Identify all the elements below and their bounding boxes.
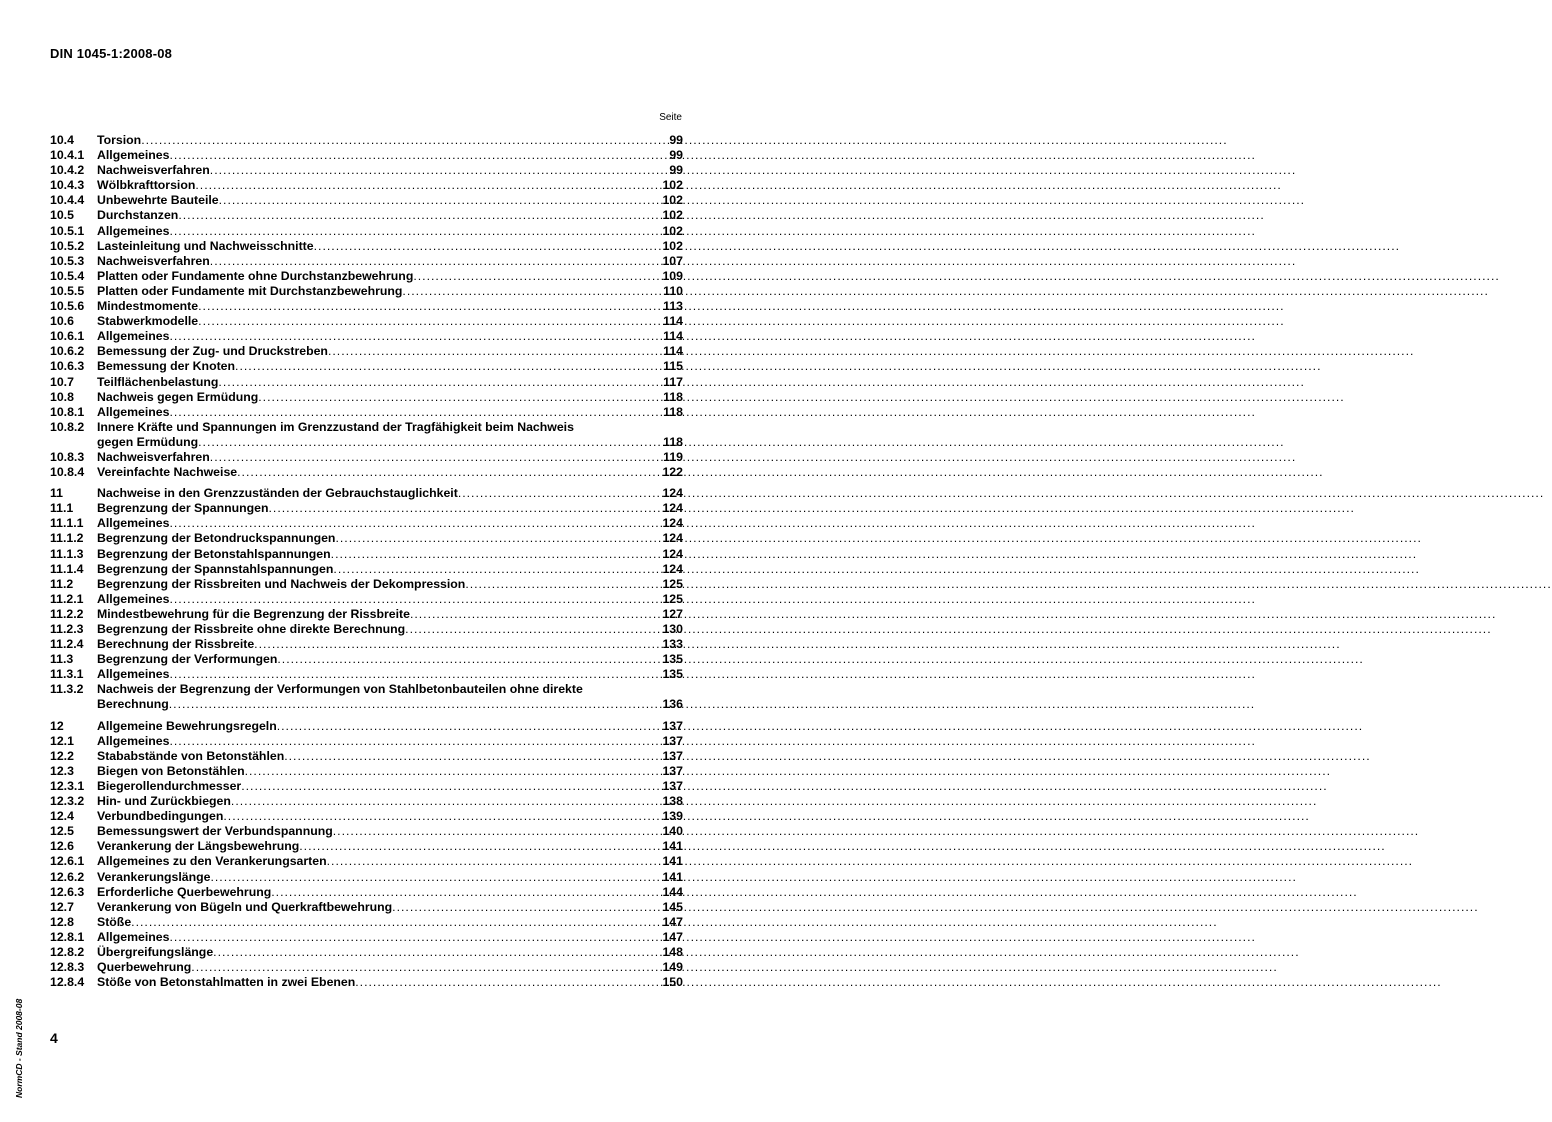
- toc-leader-dots: [458, 486, 661, 501]
- toc-entry[interactable]: [50, 547, 683, 562]
- toc-leader-dots: [210, 163, 668, 178]
- toc-entry-number: 10.6: [50, 314, 74, 329]
- toc-entry-page: 102: [662, 238, 683, 253]
- toc-entry-page: 149: [662, 960, 683, 975]
- table-of-contents: [50, 133, 683, 990]
- toc-entry-page: 99: [669, 163, 683, 178]
- toc-entry-number: 11.1.3: [50, 546, 84, 561]
- toc-entry[interactable]: [50, 420, 683, 450]
- toc-entry-number: 11.2.1: [50, 591, 84, 606]
- toc-entry-title: Hin- und Zurückbiegen: [97, 794, 231, 809]
- toc-leader-dots: [314, 239, 661, 254]
- toc-entry[interactable]: [50, 854, 683, 869]
- toc-entry-title: Allgemeines: [97, 667, 170, 682]
- toc-entry-page: 137: [662, 748, 683, 763]
- toc-entry-number: 12: [50, 718, 64, 733]
- toc-entry-number: 11.2.3: [50, 622, 84, 636]
- toc-entry-page: 118: [663, 389, 683, 404]
- toc-entry-page: 135: [662, 652, 683, 667]
- toc-leader-dots: [169, 734, 660, 749]
- toc-entry-page: 124: [662, 546, 683, 561]
- toc-entry[interactable]: [50, 975, 683, 990]
- toc-entry-page: 102: [662, 193, 683, 208]
- toc-entry-page: 137: [662, 778, 683, 793]
- side-stamp: NormCD - Stand 2008-08: [14, 998, 24, 1098]
- toc-entry[interactable]: [50, 809, 683, 824]
- toc-leader-dots: [392, 900, 660, 915]
- toc-entry[interactable]: [50, 719, 683, 734]
- toc-entry-title: Lasteinleitung und Nachweisschnitte: [97, 238, 314, 253]
- toc-leader-dots: [327, 854, 661, 869]
- toc-entry-number: 11.1.4: [50, 561, 84, 576]
- toc-entry-title: Bemessung der Knoten: [97, 359, 236, 374]
- toc-entry-title: Verankerungslänge: [97, 869, 211, 884]
- toc-leader-dots: [223, 809, 660, 824]
- toc-leader-dots: [169, 148, 667, 163]
- toc-leader-dots: [333, 824, 661, 839]
- toc-entry[interactable]: [50, 314, 683, 329]
- toc-entry[interactable]: [50, 344, 683, 359]
- toc-entry-title: Begrenzung der Spannungen: [97, 501, 269, 516]
- toc-entry-title: Durchstanzen: [97, 208, 179, 223]
- toc-entry-page: 109: [662, 268, 683, 283]
- toc-entry-number: 10.7: [50, 374, 74, 389]
- toc-entry-page: 114: [663, 314, 683, 329]
- toc-leader-dots: [169, 667, 660, 682]
- toc-entry-page: 141: [662, 839, 683, 854]
- toc-entry[interactable]: [50, 592, 683, 607]
- toc-entry-page: 124: [662, 561, 683, 576]
- toc-entry-page: 127: [662, 606, 683, 621]
- toc-entry-title: Platten oder Fundamente ohne Durchstanzbewehrung: [97, 268, 414, 283]
- toc-entry[interactable]: [50, 516, 683, 531]
- toc-leader-dots: [271, 885, 660, 900]
- toc-entry-number: 11.3.1: [50, 667, 84, 682]
- toc-leader-dots: [218, 375, 661, 390]
- toc-entry-page: 118: [663, 434, 683, 449]
- toc-entry[interactable]: [50, 329, 683, 344]
- toc-leader-dots: [333, 562, 660, 577]
- toc-entry[interactable]: [50, 133, 683, 148]
- toc-entry[interactable]: [50, 450, 683, 465]
- toc-entry-number: 10.4: [50, 133, 74, 147]
- toc-entry-number: 10.5.1: [50, 223, 85, 238]
- toc-leader-dots: [413, 269, 660, 284]
- toc-entry[interactable]: [50, 749, 683, 764]
- toc-entry-title: Allgemeines: [97, 223, 170, 238]
- toc-entry-page: 99: [669, 133, 683, 147]
- toc-entry-number: 12.3.1: [50, 778, 85, 793]
- toc-entry[interactable]: [50, 622, 683, 637]
- toc-entry-page: 138: [662, 794, 683, 809]
- toc-entry-number: 10.5.6: [50, 299, 85, 314]
- toc-entry-title: Stöße: [97, 914, 132, 929]
- toc-leader-dots: [237, 465, 660, 480]
- toc-entry-page: 150: [662, 975, 683, 990]
- toc-entry-title: Unbewehrte Bauteile: [97, 193, 219, 208]
- toc-entry-number: 10.4.1: [50, 148, 85, 163]
- toc-entry[interactable]: [50, 269, 683, 284]
- toc-entry-title: Mindestbewehrung für die Begrenzung der Rissbreite: [97, 606, 410, 621]
- toc-entry-page: 141: [662, 854, 683, 869]
- toc-leader-dots: [169, 516, 660, 531]
- toc-leader-dots: [169, 592, 660, 607]
- toc-leader-dots: [268, 501, 660, 516]
- toc-leader-dots: [335, 531, 660, 546]
- toc-entry-title: Stabwerkmodelle: [97, 314, 199, 329]
- toc-entry[interactable]: [50, 824, 683, 839]
- toc-leader-dots: [169, 930, 660, 945]
- toc-leader-dots: [277, 719, 661, 734]
- toc-entry-title: Bemessung der Zug- und Druckstreben: [97, 344, 328, 359]
- toc-entry-number: 10.8.4: [50, 465, 85, 480]
- toc-entry-number: 10.5.2: [50, 238, 85, 253]
- toc-entry-page: 147: [662, 914, 683, 929]
- toc-entry-title: Nachweis der Begrenzung der Verformungen von Stahlbetonbauteilen ohne direkte: [97, 682, 583, 697]
- toc-entry-page: 119: [663, 449, 683, 464]
- toc-entry[interactable]: [50, 390, 683, 405]
- toc-entry-page: 118: [663, 404, 683, 419]
- toc-entry-number: 11.2.4: [50, 637, 84, 652]
- toc-entry[interactable]: [50, 193, 683, 208]
- toc-entry-page: 139: [662, 809, 683, 824]
- toc-entry-title: Stababstände von Betonstählen: [97, 748, 285, 763]
- toc-entry-number: 11.1: [50, 501, 74, 516]
- toc-entry-number: 12.8.1: [50, 929, 85, 944]
- toc-entry-page: 148: [662, 944, 683, 959]
- toc-entry[interactable]: [50, 667, 683, 682]
- toc-entry-title: Nachweise in den Grenzzuständen der Gebrauchstauglichkeit: [97, 486, 458, 501]
- toc-entry-title: Mindestmomente: [97, 299, 199, 314]
- toc-entry-page: 141: [662, 869, 683, 884]
- toc-entry[interactable]: [50, 682, 683, 712]
- toc-entry-page: 125: [662, 591, 683, 606]
- toc-entry-number: 12.7: [50, 899, 74, 914]
- toc-entry-number: 12.8.2: [50, 944, 85, 959]
- toc-entry[interactable]: [50, 359, 683, 374]
- toc-entry-page: 107: [662, 253, 683, 268]
- toc-entry-page: 145: [662, 899, 683, 914]
- toc-leader-dots: [331, 547, 661, 562]
- toc-entry[interactable]: [50, 239, 683, 254]
- toc-entry-title: Innere Kräfte und Spannungen im Grenzzustand der Tragfähigkeit beim Nachweis: [97, 419, 574, 434]
- toc-entry-title: Begrenzung der Betonstahlspannungen: [97, 546, 331, 561]
- document-id: DIN 1045-1:2008-08: [50, 46, 173, 61]
- toc-entry-title: Begrenzung der Rissbreite ohne direkte Berechnung: [97, 622, 406, 636]
- toc-entry-page: 102: [662, 178, 683, 193]
- toc-entry[interactable]: [50, 178, 683, 193]
- toc-leader-dots: [191, 960, 660, 975]
- toc-entry-number: 10.5: [50, 208, 74, 223]
- toc-entry-title: Verankerung von Bügeln und Querkraftbewehrung: [97, 899, 393, 914]
- toc-leader-dots: [405, 622, 660, 637]
- toc-entry[interactable]: [50, 486, 683, 501]
- toc-entry-number: 12.2: [50, 748, 74, 763]
- toc-leader-dots: [210, 254, 661, 269]
- toc-entry-number: 11.2.2: [50, 606, 84, 621]
- toc-leader-dots: [328, 344, 661, 359]
- toc-entry-number: 10.8.1: [50, 404, 85, 419]
- toc-entry-page: 140: [662, 824, 683, 839]
- toc-entry-page: 117: [663, 374, 683, 389]
- toc-leader-dots: [219, 193, 661, 208]
- toc-entry-number: 12.6.2: [50, 869, 85, 884]
- toc-entry-title: Platten oder Fundamente mit Durchstanzbewehrung: [97, 283, 403, 298]
- toc-entry[interactable]: [50, 208, 683, 223]
- toc-entry[interactable]: [50, 375, 683, 390]
- toc-entry[interactable]: [50, 734, 683, 749]
- toc-entry[interactable]: [50, 637, 683, 652]
- toc-leader-dots: [245, 764, 661, 779]
- toc-entry-number: 12.6: [50, 839, 74, 854]
- toc-entry-page: 137: [662, 733, 683, 748]
- toc-leader-dots: [141, 133, 667, 148]
- toc-entry-title: Verbundbedingungen: [97, 809, 224, 824]
- toc-entry-title: Berechnung der Rissbreite: [97, 637, 255, 652]
- toc-entry-page: 137: [662, 763, 683, 778]
- toc-entry-title: Begrenzung der Rissbreiten und Nachweis der Dekompression: [97, 576, 466, 591]
- toc-entry[interactable]: [50, 562, 683, 577]
- toc-entry-title: Verankerung der Längsbewehrung: [97, 839, 300, 854]
- toc-leader-dots: [195, 178, 660, 193]
- toc-entry-title: Biegerollendurchmesser: [97, 778, 242, 793]
- toc-entry-number: 12.8.4: [50, 975, 85, 990]
- toc-entry-number: 12.4: [50, 809, 74, 824]
- toc-entry[interactable]: [50, 764, 683, 779]
- toc-leader-dots: [210, 450, 661, 465]
- toc-entry-page: 110: [663, 283, 683, 298]
- toc-entry[interactable]: [50, 148, 683, 163]
- toc-leader-dots: [241, 779, 660, 794]
- toc-entry[interactable]: [50, 915, 683, 930]
- toc-entry-number: 10.4.2: [50, 163, 85, 178]
- toc-entry-number: 12.6.3: [50, 884, 85, 899]
- toc-leader-dots: [235, 359, 661, 374]
- toc-entry-number: 11.3.2: [50, 682, 84, 697]
- toc-entry[interactable]: [50, 930, 683, 945]
- toc-entry-number: 12.3: [50, 763, 74, 778]
- toc-entry-title: Bemessungswert der Verbundspannung: [97, 824, 333, 839]
- toc-entry-number: 10.8.3: [50, 449, 85, 464]
- toc-entry[interactable]: [50, 224, 683, 239]
- toc-entry-page: 147: [662, 929, 683, 944]
- toc-entry[interactable]: [50, 531, 683, 546]
- page-column-label: Seite: [659, 112, 682, 123]
- toc-entry-number: 10.8.2: [50, 419, 85, 434]
- toc-entry-number: 10.6.2: [50, 344, 85, 359]
- toc-leader-dots: [198, 314, 661, 329]
- toc-entry-number: 10.5.4: [50, 268, 85, 283]
- toc-entry-page: 114: [663, 344, 683, 359]
- toc-entry-page: 135: [662, 667, 683, 682]
- toc-entry[interactable]: [50, 839, 683, 854]
- toc-entry-title: Begrenzung der Betondruckspannungen: [97, 531, 336, 546]
- toc-leader-dots: [465, 577, 660, 592]
- toc-entry[interactable]: [50, 945, 683, 960]
- toc-entry[interactable]: [50, 284, 683, 299]
- toc-leader-dots: [131, 915, 660, 930]
- toc-leader-dots: [198, 299, 661, 314]
- toc-entry-title: Allgemeines: [97, 329, 170, 344]
- toc-entry-title: Begrenzung der Verformungen: [97, 652, 278, 667]
- toc-entry-title: Torsion: [97, 133, 142, 147]
- page-number: 4: [50, 1030, 58, 1046]
- toc-entry-page: 124: [662, 531, 683, 546]
- toc-entry-page: 125: [662, 576, 683, 591]
- toc-entry-page: 137: [662, 718, 683, 733]
- toc-entry[interactable]: [50, 794, 683, 809]
- toc-entry-title-continued: Berechnung: [97, 697, 169, 712]
- toc-leader-dots: [355, 975, 660, 990]
- toc-entry-title: Allgemeines: [97, 733, 170, 748]
- toc-leader-dots: [258, 390, 661, 405]
- toc-entry-page: 144: [662, 884, 683, 899]
- toc-entry-title: Allgemeines: [97, 148, 170, 163]
- toc-entry-title: Allgemeines: [97, 591, 170, 606]
- toc-entry[interactable]: [50, 254, 683, 269]
- toc-entry[interactable]: [50, 652, 683, 667]
- toc-entry-number: 10.8: [50, 389, 74, 404]
- toc-entry[interactable]: [50, 501, 683, 516]
- toc-leader-dots: [213, 945, 660, 960]
- toc-entry-number: 10.5.3: [50, 253, 85, 268]
- toc-entry-number: 10.6.1: [50, 329, 85, 344]
- toc-entry-title: Allgemeines: [97, 516, 170, 531]
- toc-entry-number: 12.5: [50, 824, 74, 839]
- toc-entry-page: 122: [662, 465, 683, 480]
- toc-entry[interactable]: [50, 870, 683, 885]
- toc-leader-dots: [254, 637, 660, 652]
- toc-entry-page: 99: [669, 148, 683, 163]
- toc-entry-title-continued: gegen Ermüdung: [97, 434, 199, 449]
- toc-entry-title: Teilflächenbelastung: [97, 374, 219, 389]
- toc-entry[interactable]: [50, 960, 683, 975]
- toc-entry-title: Allgemeine Bewehrungsregeln: [97, 718, 277, 733]
- toc-entry-page: 124: [662, 486, 683, 501]
- toc-entry-title: Nachweis gegen Ermüdung: [97, 389, 259, 404]
- toc-entry[interactable]: [50, 900, 683, 915]
- toc-entry-title: Nachweisverfahren: [97, 253, 210, 268]
- toc-entry-number: 10.6.3: [50, 359, 85, 374]
- toc-entry[interactable]: [50, 465, 683, 480]
- toc-leader-dots: [169, 697, 661, 712]
- toc-entry-title: Stöße von Betonstahlmatten in zwei Ebenen: [97, 975, 356, 990]
- toc-leader-dots: [169, 329, 661, 344]
- toc-entry-page: 114: [663, 329, 683, 344]
- toc-entry-number: 12.8: [50, 914, 74, 929]
- toc-entry-title: Allgemeines zu den Verankerungsarten: [97, 854, 327, 869]
- toc-entry-title: Vereinfachte Nachweise: [97, 465, 238, 480]
- toc-entry-number: 10.4.4: [50, 193, 85, 208]
- toc-leader-dots: [277, 652, 660, 667]
- toc-leader-dots: [231, 794, 661, 809]
- toc-entry-title: Allgemeines: [97, 929, 170, 944]
- toc-entry-number: 10.5.5: [50, 283, 85, 298]
- toc-entry-page: 136: [662, 697, 683, 712]
- toc-entry-title: Nachweisverfahren: [97, 163, 210, 178]
- toc-leader-dots: [210, 870, 660, 885]
- toc-entry-number: 11.3: [50, 652, 74, 667]
- toc-entry[interactable]: [50, 299, 683, 314]
- toc-entry-title: Erforderliche Querbewehrung: [97, 884, 272, 899]
- toc-entry-number: 11.1.2: [50, 531, 84, 546]
- toc-entry[interactable]: [50, 885, 683, 900]
- toc-leader-dots: [284, 749, 660, 764]
- toc-entry[interactable]: [50, 577, 683, 592]
- toc-entry-title: Nachweisverfahren: [97, 449, 210, 464]
- toc-entry-title: Begrenzung der Spannstahlspannungen: [97, 561, 334, 576]
- toc-entry-title: Allgemeines: [97, 404, 170, 419]
- toc-entry-page: 133: [662, 637, 683, 652]
- toc-entry-number: 12.6.1: [50, 854, 85, 869]
- toc-entry[interactable]: [50, 607, 683, 622]
- toc-leader-dots: [410, 607, 661, 622]
- toc-entry-number: 12.8.3: [50, 960, 85, 975]
- toc-entry[interactable]: [50, 405, 683, 420]
- toc-leader-dots: [299, 839, 660, 854]
- toc-entry-title: Wölbkrafttorsion: [97, 178, 196, 193]
- toc-entry-page: 102: [662, 208, 683, 223]
- toc-entry-title: Querbewehrung: [97, 960, 192, 975]
- toc-entry-title: Biegen von Betonstählen: [97, 763, 245, 778]
- toc-leader-dots: [178, 208, 660, 223]
- toc-entry-title: Übergreifungslänge: [97, 944, 214, 959]
- toc-entry-number: 10.4.3: [50, 178, 85, 193]
- toc-leader-dots: [198, 435, 661, 450]
- toc-entry-number: 12.3.2: [50, 794, 85, 809]
- toc-entry-number: 11.1.1: [50, 516, 84, 531]
- toc-entry[interactable]: [50, 779, 683, 794]
- toc-leader-dots: [402, 284, 661, 299]
- toc-entry-page: 124: [662, 516, 683, 531]
- toc-entry-number: 11: [50, 486, 63, 501]
- toc-entry-number: 11.2: [50, 576, 74, 591]
- toc-entry[interactable]: [50, 163, 683, 178]
- toc-entry-page: 113: [663, 299, 683, 314]
- toc-leader-dots: [169, 224, 660, 239]
- toc-leader-dots: [169, 405, 661, 420]
- toc-entry-page: 130: [662, 622, 683, 636]
- toc-entry-page: 115: [663, 359, 683, 374]
- toc-entry-number: 12.1: [50, 733, 74, 748]
- toc-entry-page: 124: [662, 501, 683, 516]
- toc-entry-page: 102: [662, 223, 683, 238]
